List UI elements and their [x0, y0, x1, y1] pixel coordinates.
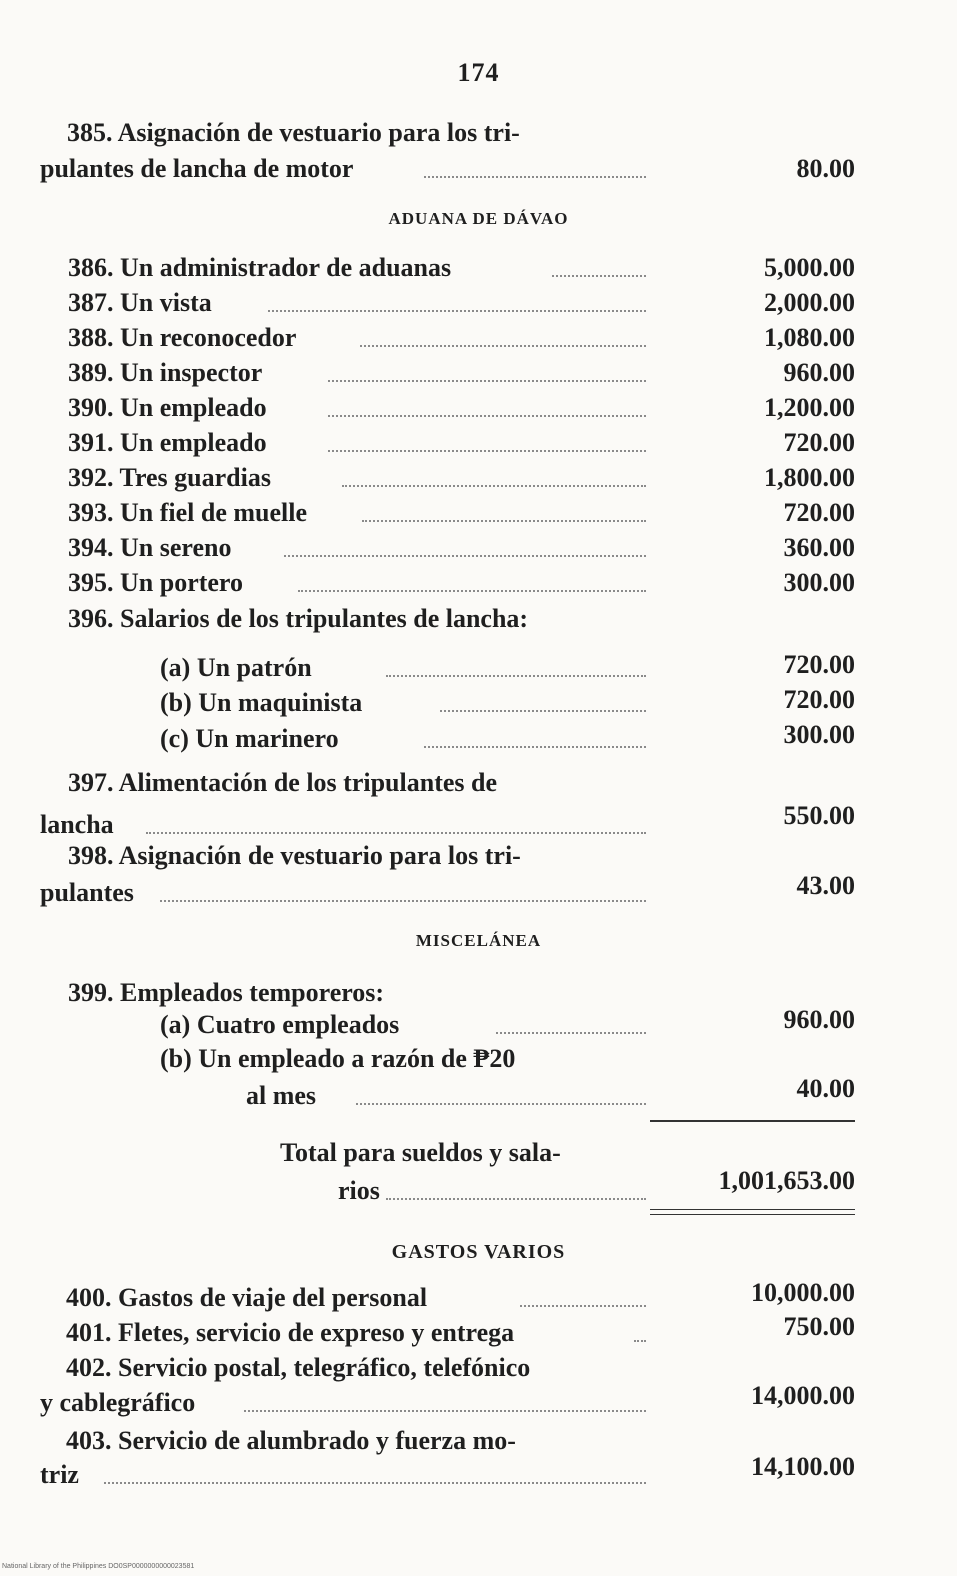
item-397-line-2: lancha	[40, 810, 114, 839]
dot-leader	[328, 450, 646, 452]
item-399b-line-2: al mes	[246, 1081, 317, 1110]
item-399a-text: (a) Cuatro empleados	[160, 1010, 400, 1039]
archive-footer: National Library of the Philippines DO0SP0000000000023581	[2, 1563, 195, 1570]
item-401-amount: 750.00	[783, 1312, 855, 1341]
dot-leader	[520, 1305, 646, 1307]
item-394-amount: 360.00	[783, 533, 855, 562]
item-403-line-1: 403. Servicio de alumbrado y fuerza mo-	[66, 1426, 516, 1455]
item-402-line-1: 402. Servicio postal, telegráfico, telefónico	[66, 1353, 531, 1382]
item-395-amount: 300.00	[783, 568, 855, 597]
dot-leader	[146, 832, 646, 834]
item-391-text: 391. Un empleado	[68, 428, 267, 457]
total-double-rule-bottom	[650, 1214, 855, 1215]
dot-leader	[386, 675, 646, 677]
item-393-text: 393. Un fiel de muelle	[68, 498, 308, 527]
page-number: 174	[457, 58, 500, 87]
total-line-1: Total para sueldos y sala-	[280, 1138, 561, 1167]
item-387-amount: 2,000.00	[764, 288, 855, 317]
section-heading-miscelanea: MISCELÁNEA	[415, 931, 542, 950]
item-386-text: 386. Un administrador de aduanas	[68, 253, 452, 282]
dot-leader	[104, 1482, 646, 1484]
dot-leader	[634, 1340, 646, 1342]
item-396c-amount: 300.00	[783, 720, 855, 749]
dot-leader	[424, 176, 646, 178]
item-399b-amount: 40.00	[796, 1074, 855, 1103]
item-385-line-2: pulantes de lancha de motor	[40, 154, 354, 183]
dot-leader	[244, 1410, 646, 1412]
item-396b-text: (b) Un maquinista	[160, 688, 363, 717]
item-390-text: 390. Un empleado	[68, 393, 267, 422]
item-392-amount: 1,800.00	[764, 463, 855, 492]
dot-leader	[360, 345, 646, 347]
item-397-amount: 550.00	[783, 801, 855, 830]
item-398-amount: 43.00	[796, 871, 855, 900]
item-401-text: 401. Fletes, servicio de expreso y entrega	[66, 1318, 515, 1347]
item-399b-line-1: (b) Un empleado a razón de ₱20	[160, 1044, 516, 1073]
dot-leader	[424, 746, 646, 748]
total-double-rule-top	[650, 1209, 855, 1210]
item-389-amount: 960.00	[783, 358, 855, 387]
dot-leader	[342, 485, 646, 487]
item-399-text: 399. Empleados temporeros:	[68, 978, 385, 1007]
dot-leader	[440, 710, 646, 712]
dot-leader	[298, 590, 646, 592]
item-402-amount: 14,000.00	[751, 1381, 855, 1410]
item-400-text: 400. Gastos de viaje del personal	[66, 1283, 428, 1312]
item-396b-amount: 720.00	[783, 685, 855, 714]
item-396a-text: (a) Un patrón	[160, 653, 312, 682]
item-386-amount: 5,000.00	[764, 253, 855, 282]
dot-leader	[268, 310, 646, 312]
dot-leader	[328, 415, 646, 417]
section-heading-aduana: ADUANA DE DÁVAO	[388, 209, 569, 228]
dot-leader	[160, 900, 646, 902]
item-396c-text: (c) Un marinero	[160, 724, 339, 753]
item-385-amount: 80.00	[796, 154, 855, 183]
item-393-amount: 720.00	[783, 498, 855, 527]
item-398-line-1: 398. Asignación de vestuario para los tri-	[68, 841, 521, 870]
total-amount: 1,001,653.00	[718, 1166, 855, 1195]
item-394-text: 394. Un sereno	[68, 533, 232, 562]
subtotal-rule	[650, 1120, 855, 1122]
item-396a-amount: 720.00	[783, 650, 855, 679]
item-389-text: 389. Un inspector	[68, 358, 263, 387]
item-400-amount: 10,000.00	[751, 1278, 855, 1307]
item-396-text: 396. Salarios de los tripulantes de lancha:	[68, 604, 529, 633]
item-385-line-1: 385. Asignación de vestuario para los tri-	[67, 118, 520, 147]
dot-leader	[496, 1032, 646, 1034]
item-388-text: 388. Un reconocedor	[68, 323, 297, 352]
item-395-text: 395. Un portero	[68, 568, 244, 597]
dot-leader	[356, 1103, 646, 1105]
item-399a-amount: 960.00	[783, 1005, 855, 1034]
dot-leader	[552, 275, 646, 277]
dot-leader	[362, 520, 646, 522]
item-403-amount: 14,100.00	[751, 1452, 855, 1481]
dot-leader	[284, 555, 646, 557]
item-403-line-2: triz	[40, 1460, 79, 1489]
item-397-line-1: 397. Alimentación de los tripulantes de	[68, 768, 498, 797]
dot-leader	[386, 1198, 646, 1200]
item-387-text: 387. Un vista	[68, 288, 212, 317]
dot-leader	[328, 380, 646, 382]
item-390-amount: 1,200.00	[764, 393, 855, 422]
item-392-text: 392. Tres guardias	[68, 463, 271, 492]
item-398-line-2: pulantes	[40, 878, 134, 907]
item-388-amount: 1,080.00	[764, 323, 855, 352]
item-391-amount: 720.00	[783, 428, 855, 457]
total-line-2: rios	[338, 1176, 380, 1205]
section-heading-gastos: GASTOS VARIOS	[391, 1241, 566, 1263]
item-402-line-2: y cablegráfico	[40, 1388, 196, 1417]
